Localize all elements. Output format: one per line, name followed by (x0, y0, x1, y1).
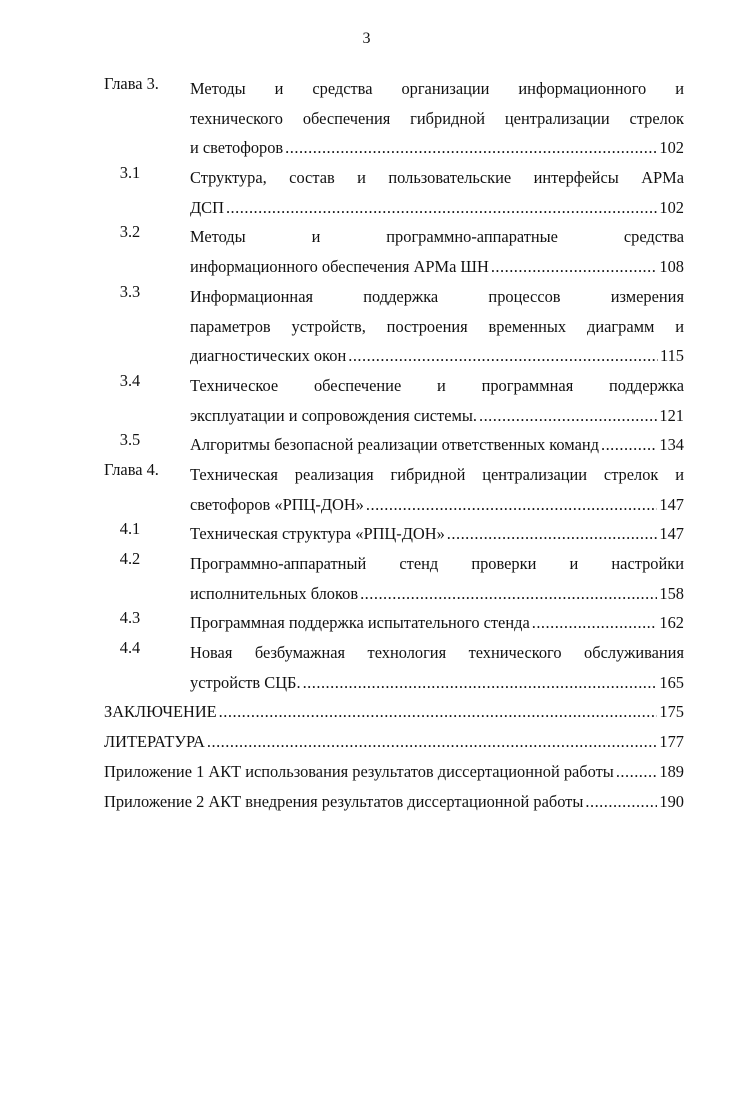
toc-leader-line (104, 787, 684, 817)
toc-leader-line (104, 697, 684, 727)
toc-title-line: Информационная поддержка процессов измерения (190, 286, 684, 306)
dot-leader (479, 401, 657, 431)
toc-leader-line (104, 727, 684, 757)
toc-title-text: Программная поддержка испытательного стенда (190, 613, 530, 633)
toc-leader-line (190, 430, 684, 460)
toc-entry-title (190, 608, 684, 638)
toc-entry (104, 74, 684, 163)
page-number: 3 (362, 30, 371, 47)
toc-entry-title (190, 282, 684, 371)
toc-page-number: 190 (659, 791, 684, 811)
toc-title-line: Новая безбумажная технология технического обслуживания (190, 643, 684, 663)
toc-page-number: 175 (659, 702, 684, 722)
toc-leader-line (190, 252, 684, 282)
toc-title-text: диагностических окон (190, 346, 347, 366)
toc-section-number: 3.5 (119, 430, 141, 450)
toc-leader-line (190, 668, 684, 698)
dot-leader (366, 490, 658, 520)
dot-leader (285, 133, 657, 163)
toc-leader-line (190, 519, 684, 549)
toc-page-number: 102 (659, 138, 684, 158)
toc-title-text: ЛИТЕРАТУРА (104, 732, 205, 752)
toc-title-text: и светофоров (190, 138, 284, 158)
toc-title-line: Техническое обеспечение и программная поддержка (190, 375, 684, 395)
dot-leader (207, 727, 658, 757)
toc-page-number: 147 (659, 494, 684, 514)
toc-entry (104, 608, 684, 638)
toc-section-number: 3.3 (119, 281, 141, 301)
toc-page-number: 134 (659, 435, 684, 455)
dot-leader (491, 252, 658, 282)
toc-leader-line (190, 579, 684, 609)
toc-entry-title (190, 519, 684, 549)
toc-title-text: светофоров «РПЦ-ДОН» (190, 494, 364, 514)
toc-entry (104, 371, 684, 430)
dot-leader (585, 787, 657, 817)
toc-entry-title (190, 430, 684, 460)
toc-entry-title (190, 549, 684, 608)
toc-entry (104, 727, 684, 757)
toc-leader-line (190, 401, 684, 431)
toc-entry-title (190, 460, 684, 519)
toc-leader-line (190, 133, 684, 163)
toc-title-text: Приложение 2 АКТ внедрения результатов диссертационной работы (104, 791, 584, 811)
toc-title-line: Методы и средства организации информационного и (190, 79, 684, 98)
dot-leader (360, 579, 657, 609)
dot-leader (532, 608, 658, 638)
table-of-contents (104, 74, 684, 816)
toc-page-number: 162 (659, 613, 684, 633)
toc-leader-line (104, 757, 684, 787)
toc-page-number: 165 (659, 672, 684, 692)
dot-leader (303, 668, 658, 698)
toc-page-number: 177 (659, 732, 684, 752)
toc-page-number: 189 (659, 761, 684, 781)
toc-entry (104, 757, 684, 787)
toc-page-number: 102 (659, 197, 684, 217)
toc-entry (104, 697, 684, 727)
toc-title-line: Структура, состав и пользовательские интерфейсы АРМа (190, 168, 684, 188)
toc-entry (104, 638, 684, 697)
toc-section-number: 4.3 (119, 608, 141, 628)
toc-title-text: Алгоритмы безопасной реализации ответственных команд (190, 435, 599, 455)
toc-chapter-number: Глава 3. (104, 74, 159, 93)
toc-entry-title (190, 163, 684, 222)
toc-chapter-number: Глава 4. (104, 459, 159, 479)
toc-entry-title (104, 757, 684, 787)
toc-entry-title (190, 74, 684, 163)
dot-leader (447, 519, 658, 549)
toc-section-number: 4.4 (119, 638, 141, 658)
toc-title-text: ДСП (190, 197, 224, 217)
toc-leader-line (190, 490, 684, 520)
toc-title-text: Приложение 1 АКТ использования результатов диссертационной работы (104, 761, 614, 781)
toc-entry-title (190, 371, 684, 430)
toc-title-text: ЗАКЛЮЧЕНИЕ (104, 702, 217, 722)
toc-title-line: Методы и программно-аппаратные средства (190, 227, 684, 247)
toc-title-text: информационного обеспечения АРМа ШН (190, 257, 489, 277)
toc-page-number: 115 (660, 346, 684, 366)
dot-leader (601, 430, 657, 460)
toc-entry-title (104, 787, 684, 817)
toc-section-number: 3.2 (119, 222, 141, 242)
toc-entry (104, 282, 684, 371)
toc-entry (104, 549, 684, 608)
toc-title-text: устройств СЦБ. (190, 672, 301, 692)
toc-title-line: параметров устройств, построения временных диаграмм и (190, 316, 684, 336)
dot-leader (616, 757, 658, 787)
toc-title-text: эксплуатации и сопровождения системы. (190, 405, 477, 425)
toc-section-number: 4.1 (119, 519, 141, 539)
toc-leader-line (190, 341, 684, 371)
toc-leader-line (190, 608, 684, 638)
toc-page-number: 158 (659, 583, 684, 603)
dot-leader (219, 697, 658, 727)
toc-entry (104, 460, 684, 519)
toc-title-line: технического обеспечения гибридной централизации стрелок (190, 108, 684, 128)
toc-entry-title (104, 727, 684, 757)
toc-title-line: Техническая реализация гибридной централизации стрелок и (190, 464, 684, 484)
toc-page-number: 121 (659, 405, 684, 425)
toc-entry (104, 163, 684, 222)
toc-page-number: 147 (659, 524, 684, 544)
toc-entry (104, 787, 684, 817)
dot-leader (226, 193, 657, 223)
toc-entry (104, 222, 684, 281)
toc-entry-title (190, 222, 684, 281)
toc-entry-title (190, 638, 684, 697)
toc-section-number: 3.1 (119, 163, 141, 183)
toc-section-number: 4.2 (119, 549, 141, 568)
dot-leader (348, 341, 658, 371)
toc-entry (104, 430, 684, 460)
toc-entry-title (104, 697, 684, 727)
toc-entry (104, 519, 684, 549)
toc-section-number: 3.4 (119, 370, 141, 390)
toc-title-text: Техническая структура «РПЦ-ДОН» (190, 524, 445, 544)
toc-title-line: Программно-аппаратный стенд проверки и настройки (190, 554, 684, 573)
toc-title-text: исполнительных блоков (190, 583, 359, 603)
toc-page-number: 108 (659, 257, 684, 277)
toc-leader-line (190, 193, 684, 223)
